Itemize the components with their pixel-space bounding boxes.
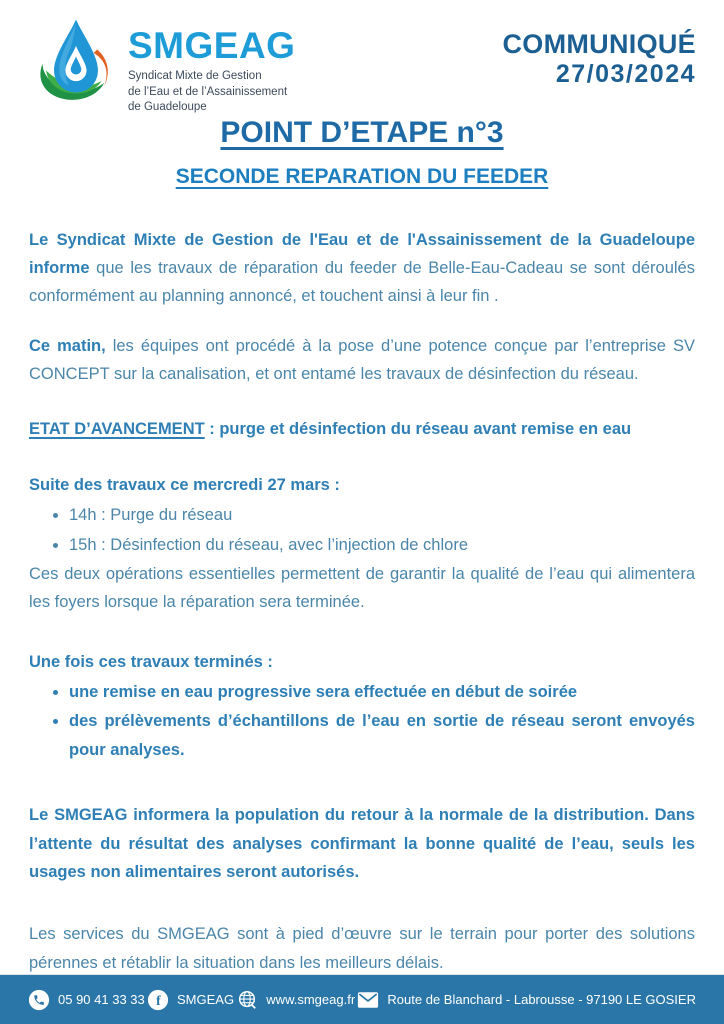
facebook-icon	[147, 989, 169, 1011]
footer-address-label: Route de Blanchard - Labrousse - 97190 LE GOSIER	[387, 992, 696, 1007]
footer-address	[357, 991, 696, 1009]
footer-facebook-label: SMGEAG	[176, 992, 235, 1007]
smgeag-logo	[32, 16, 295, 116]
water-drop-leaf-logo-icon	[32, 16, 120, 104]
footer-facebook	[147, 989, 234, 1011]
globe-icon	[236, 989, 258, 1011]
paragraph-info: Le SMGEAG informera la population du retour à la normale de la distribution. Dans l’attente du résultat des analyses confirmant la bonne qualité de l’eau, seuls les usages non alimentaires seront autorisés.	[29, 806, 695, 881]
status-label: ETAT D’AVANCEMENT	[29, 420, 205, 439]
logo-subtitle	[128, 69, 295, 116]
document-body	[0, 226, 724, 978]
intro-rest: que les travaux de réparation du feeder de Belle-Eau-Cadeau se sont déroulés conformément au planning annoncé, et touchent ainsi à leur fin .	[29, 258, 695, 306]
communique-date: 27/03/2024	[555, 60, 696, 89]
list-item: • des prélèvements d’échantillons de l’eau en sortie de réseau seront envoyés pour analyses.	[69, 707, 695, 764]
logo-subtitle-line: de l’Eau et de l’Assainissement	[128, 85, 288, 98]
footer-phone-label: 05 90 41 33 33	[58, 992, 145, 1007]
list-item: • 15h : Désinfection du réseau, avec l’injection de chlore	[69, 531, 695, 559]
logo-subtitle-line: Syndicat Mixte de Gestion	[128, 70, 262, 82]
next-steps-list	[29, 678, 695, 764]
list-item: • une remise en eau progressive sera effectuée en début de soirée	[69, 678, 695, 706]
paragraph-intro	[29, 226, 695, 311]
footer-website-label: www.smgeag.fr	[266, 992, 356, 1007]
page-title: POINT D’ETAPE n°3	[220, 115, 504, 149]
intro-bold: Le Syndicat Mixte de Gestion de l'Eau et de l'Assainissement de la Guadeloupe informe	[29, 230, 695, 277]
communique-label: COMMUNIQUÉ	[502, 29, 696, 59]
communique-block	[503, 16, 697, 89]
schedule-heading: Suite des travaux ce mercredi 27 mars :	[29, 475, 340, 494]
schedule-note: Ces deux opérations essentielles permettent de garantir la qualité de l’eau qui alimentera les foyers lorsque la réparation sera terminée.	[29, 564, 695, 612]
status-rest: : purge et désinfection du réseau avant remise en eau	[204, 420, 632, 439]
footer-website	[236, 989, 355, 1011]
morning-bold: Ce matin,	[29, 336, 106, 355]
logo-text-block	[128, 16, 295, 116]
envelope-icon	[357, 991, 379, 1009]
logo-name: SMGEAG	[128, 25, 296, 66]
paragraph-closing: Les services du SMGEAG sont à pied d’œuvre sur le terrain pour porter des solutions pérennes et rétablir la situation dans les meilleurs délais.	[29, 925, 695, 972]
morning-rest: les équipes ont procédé à la pose d’une potence conçue par l’entreprise SV CONCEPT sur la canalisation, et ont entamé les travaux de désinfection du réseau.	[29, 336, 695, 384]
logo-subtitle-line: de Guadeloupe	[128, 101, 207, 114]
svg-text:f: f	[156, 992, 161, 1008]
paragraph-morning	[29, 332, 695, 389]
footer-contact-bar	[0, 974, 724, 1024]
list-item: • 14h : Purge du réseau	[69, 501, 695, 529]
footer-phone	[28, 989, 145, 1011]
status-heading	[29, 415, 695, 443]
next-steps-heading: Une fois ces travaux terminés :	[29, 652, 273, 671]
schedule-list	[29, 501, 695, 559]
page-subtitle: SECONDE REPARATION DU FEEDER	[175, 164, 549, 188]
header	[0, 0, 724, 116]
phone-icon	[28, 989, 50, 1011]
